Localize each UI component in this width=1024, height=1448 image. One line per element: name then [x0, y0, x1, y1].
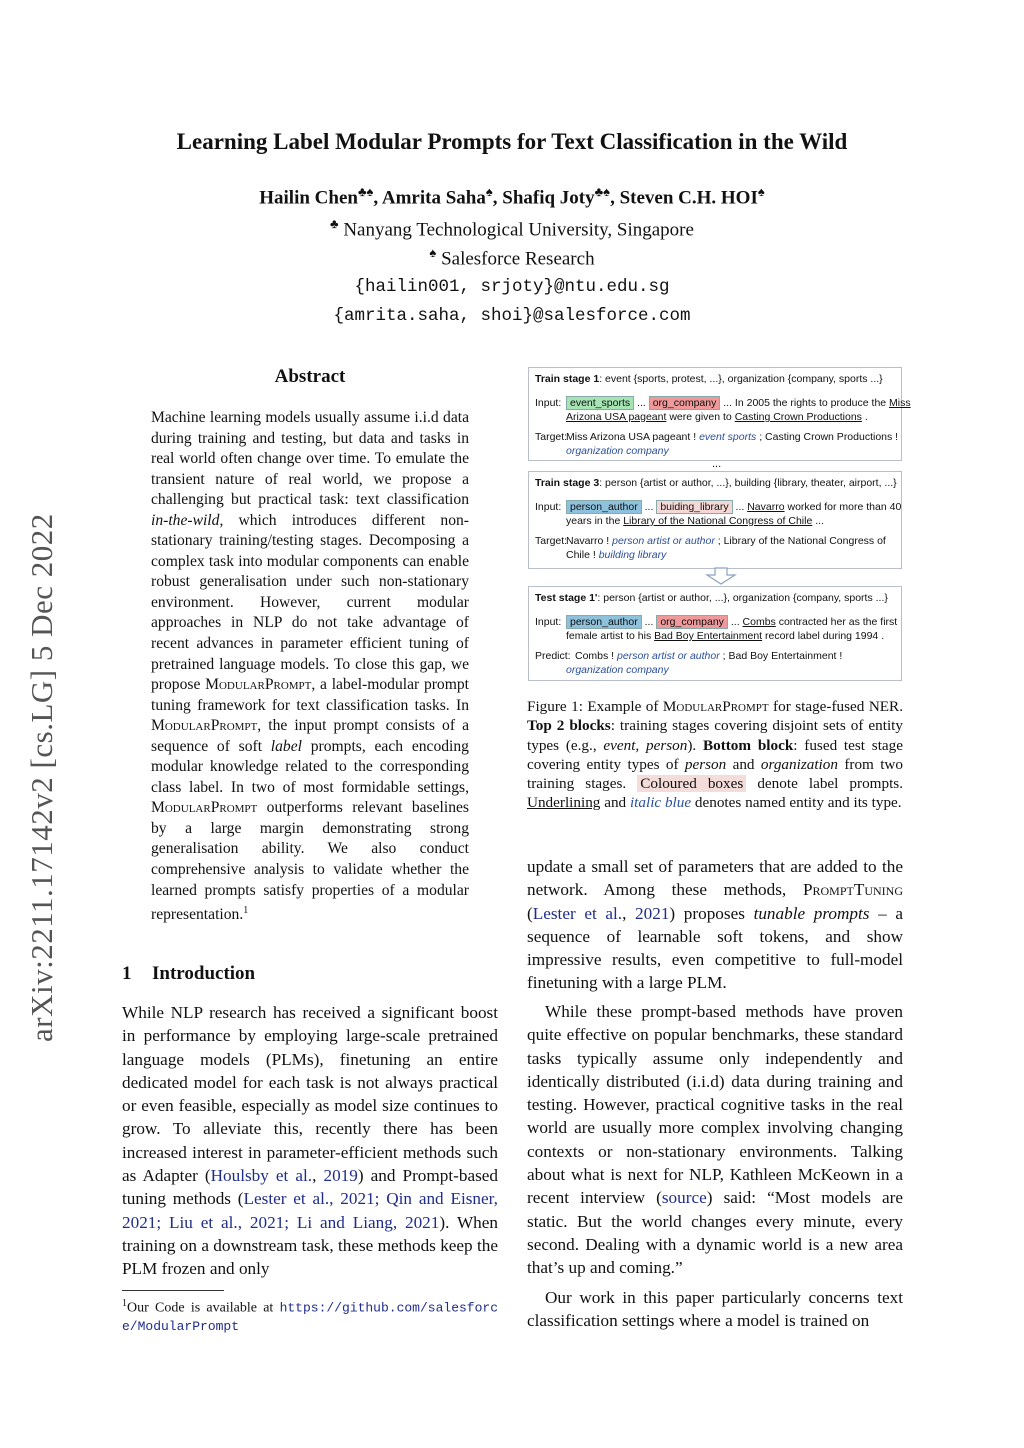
- stage-types: : person {artist or author, ...}, building {library, theater, airport, ...}: [599, 477, 897, 489]
- method-name: ModularPrompt: [205, 676, 312, 694]
- stage-ellipsis: ...: [712, 458, 722, 470]
- abstract-body: [151, 408, 469, 926]
- paragraph-text: (: [527, 903, 533, 923]
- intro-paragraph: [122, 1001, 498, 1281]
- author-name: , Steven C.H. HOI: [610, 187, 758, 209]
- figure-caption: [527, 697, 903, 813]
- input-text: worked for more than 40: [784, 501, 902, 513]
- abstract-text: , a label-modular prompt tuning framework for text classification tasks. In: [151, 676, 469, 714]
- input-text: contracted her as the first: [775, 616, 898, 628]
- target-label: Target:: [535, 535, 568, 547]
- abstract-italic: label: [270, 737, 302, 755]
- stage-types: : event {sports, protest, ...}, organization {company, sports ...}: [599, 373, 883, 385]
- paragraph-text: While these prompt-based methods have proven quite effective on popular benchmarks, these standard tasks typically assume only independently and identically distributed (i.i.d) data during training and testing. However, practical cognitive tasks in the real world are usually more complex involving changing contexts or non-stationary environments. Talking about what is next for NLP, Kathleen McKeown in a recent interview (: [527, 1002, 903, 1208]
- input-text: female artist to his: [566, 630, 655, 642]
- caption-italic: person: [684, 755, 727, 773]
- abstract-text: Machine learning models usually assume i.i.d data during training and testing, but data and tasks in real world often change over time. To emulate the transient nature of real world, we propose a challenging but practical task: text classification: [151, 409, 469, 509]
- stage-title: Test stage 1': [535, 592, 598, 604]
- caption-text: : fused test stage covering entity types of: [527, 736, 904, 773]
- caption-text: and: [600, 794, 630, 812]
- paragraph-text: ) and Prompt-based tuning methods (: [122, 1166, 498, 1209]
- caption-text: from two training stages.: [527, 755, 903, 793]
- prediction-text: Combs !: [575, 650, 618, 662]
- label-prompt-tag: buiding_library: [656, 500, 732, 514]
- method-name: ModularPrompt: [662, 698, 769, 715]
- caption-italic: event, person: [603, 736, 688, 754]
- abstract-text: outperforms relevant baselines by a large margin demonstrating strong generalisation ability. We also conduct comprehensive analysis to validate whether the learned prompts satisfy properties of a modular representation.: [151, 799, 469, 924]
- named-entity: Miss: [889, 397, 911, 409]
- code-url-link[interactable]: https://github.com/salesforce/ModularPrompt: [122, 1300, 498, 1334]
- italic-blue-sample: italic blue: [629, 794, 692, 812]
- affiliation-symbol: ♠: [757, 184, 765, 199]
- footnote-marker[interactable]: 1: [243, 905, 249, 917]
- caption-text: and: [726, 755, 761, 773]
- abstract-heading: Abstract: [274, 366, 346, 387]
- spade-symbol: ♠: [429, 245, 437, 260]
- figure-block-train-stage-3: [528, 471, 902, 569]
- ellipsis: ...: [634, 397, 649, 409]
- club-symbol: ♣: [330, 216, 339, 231]
- target-text: Miss Arizona USA pageant !: [566, 431, 700, 443]
- entity-type: building library: [598, 549, 667, 561]
- input-text: ... In 2005 the rights to produce the: [720, 397, 890, 409]
- input-text: years in the: [566, 515, 624, 527]
- intro-paragraph: [527, 1000, 903, 1280]
- abstract-text: , the input prompt consists of a sequence of soft: [151, 717, 469, 755]
- underline-sample: Underlining: [527, 794, 601, 812]
- input-text: were given to: [666, 411, 735, 423]
- abstract-text: , which introduces different non-stationary training/testing stages. Decomposing a complex task into modular components can enable robust generalisation under such non-stationary environment. However, current modular approaches in NLP do not take advantage of recent advances in parameter efficient tuning of pretrained language models. To close this gap, we propose: [151, 511, 469, 694]
- paragraph-text: update a small set of parameters that are added to the network. Among these methods,: [527, 857, 903, 900]
- section-title: Introduction: [152, 963, 256, 984]
- citation-link[interactable]: Lester et al., 2021; Qin and Eisner, 2021; Liu et al., 2021; Li and Liang, 2021: [122, 1189, 498, 1232]
- prediction-text: ; Bad Boy Entertainment !: [719, 650, 843, 662]
- affiliation-text: Nanyang Technological University, Singapore: [338, 219, 694, 241]
- method-name: ModularPrompt: [151, 799, 258, 817]
- method-name: ModularPrompt: [151, 717, 258, 735]
- target-label: Target:: [535, 431, 568, 443]
- figure-block-train-stage-1: [528, 367, 911, 461]
- ellipsis: ...: [641, 501, 657, 513]
- source-link[interactable]: source: [661, 1188, 707, 1208]
- section-heading: [122, 963, 255, 985]
- caption-text: : training stages covering disjoint sets of entity types (e.g.,: [527, 717, 903, 754]
- label-prompt-tag: person_author: [566, 500, 642, 514]
- entity-type: event sports: [699, 431, 757, 443]
- citation-link[interactable]: Lester et al.: [532, 903, 623, 923]
- stage-types: : person {artist or author, ...}, organization {company, sports ...}: [597, 592, 888, 604]
- email-salesforce: {amrita.saha, shoi}@salesforce.com: [333, 306, 691, 326]
- input-label: Input:: [535, 501, 562, 513]
- stage-title: Train stage 3: [535, 477, 600, 489]
- paragraph-text: Our work in this paper particularly concerns text classification settings where a model is trained on: [527, 1288, 903, 1331]
- label-prompt-tag: person_author: [566, 615, 642, 629]
- intro-paragraph: [527, 855, 903, 995]
- target-text: Navarro !: [566, 535, 613, 547]
- label-prompt-tag: event_sports: [566, 396, 634, 410]
- author-name: , Shafiq Joty: [492, 187, 595, 209]
- caption-text: denotes named entity and its type.: [691, 794, 902, 812]
- paragraph-italic: tunable prompts: [753, 903, 870, 923]
- entity-type: person artist or author: [612, 535, 715, 547]
- target-text: ; Casting Crown Productions !: [756, 431, 899, 443]
- caption-italic: organization: [760, 755, 838, 773]
- named-entity: Arizona USA pageant: [566, 411, 667, 423]
- input-text: record label during 1994 .: [762, 630, 885, 642]
- section-number: 1: [122, 963, 132, 984]
- paragraph-text: ,: [312, 1166, 324, 1186]
- caption-text: ).: [687, 736, 703, 754]
- predict-label: Predict:: [535, 650, 571, 662]
- input-label: Input:: [535, 397, 562, 409]
- input-text: .: [861, 411, 868, 423]
- paragraph-text: ). When training on a downstream task, these methods keep the PLM frozen and only: [122, 1212, 498, 1279]
- affiliation-symbol: ♠: [485, 184, 493, 199]
- citation-link[interactable]: 2019: [323, 1166, 358, 1186]
- caption-text: for stage-fused NER.: [768, 698, 903, 715]
- stage-title: Train stage 1: [535, 373, 600, 385]
- footnote-rule: [122, 1290, 224, 1291]
- abstract-italic: in-the-wild: [151, 511, 220, 529]
- entity-type: organization company: [566, 664, 669, 676]
- citation-link[interactable]: 2021: [635, 903, 670, 923]
- input-text: ...: [812, 515, 824, 527]
- intro-paragraph: [527, 1286, 903, 1333]
- email-ntu: {hailin001, srjoty}@ntu.edu.sg: [354, 277, 670, 297]
- affiliation-ntu: [0, 216, 1024, 241]
- input-label: Input:: [535, 616, 562, 628]
- label-prompt-tag: org_company: [656, 615, 728, 629]
- target-text: Chile !: [566, 549, 599, 561]
- method-name: PromptTuning: [802, 880, 903, 900]
- entity-type: person artist or author: [617, 650, 720, 662]
- ellipsis: ...: [732, 501, 748, 513]
- label-prompt-tag: org_company: [649, 396, 721, 410]
- affiliation-symbol: ♣♠: [594, 184, 611, 199]
- footnote: [122, 1295, 498, 1336]
- arxiv-identifier: arXiv:2211.17142v2 [cs.LG] 5 Dec 2022: [24, 513, 59, 1042]
- affiliation-text: Salesforce Research: [436, 248, 595, 270]
- named-entity: Bad Boy Entertainment: [654, 630, 763, 642]
- named-entity: Combs: [742, 616, 776, 628]
- caption-text: denote label prompts.: [746, 775, 904, 793]
- footnote-text: Our Code is available at: [127, 1300, 280, 1316]
- paragraph-text: ) proposes: [669, 903, 754, 923]
- entity-type: organization company: [566, 445, 669, 457]
- named-entity: Library of the National Congress of Chile: [623, 515, 813, 527]
- caption-bold: Top 2 blocks: [527, 717, 611, 735]
- coloured-box-sample: Coloured boxes: [637, 775, 746, 792]
- target-text: ; Library of the National Congress of: [714, 535, 886, 547]
- paragraph-text: While NLP research has received a significant boost in performance by employing large-scale pretrained language models (PLMs), finetuning an entire dedicated model for each task is not always practical or even feasible, especially as model size continues to grow. To alleviate this, recently there has been increased interest in parameter-efficient methods such as Adapter (: [122, 1003, 498, 1186]
- affiliation-symbol: ♣♠: [357, 184, 374, 199]
- citation-link[interactable]: Houlsby et al.: [210, 1166, 313, 1186]
- ellipsis: ...: [641, 616, 657, 628]
- ellipsis: ...: [727, 616, 743, 628]
- paragraph-text: – a sequence of learnable soft tokens, and show impressive results, even competitive to full-model finetuning with a large PLM.: [527, 903, 904, 993]
- named-entity: Casting Crown Productions: [734, 411, 862, 423]
- caption-text: Figure 1: Example of: [527, 698, 663, 715]
- author-list: [0, 184, 1024, 209]
- figure-block-test-stage: [528, 586, 902, 681]
- named-entity: Navarro: [747, 501, 785, 513]
- paragraph-text: ,: [622, 903, 636, 923]
- paragraph-text: ) said: “Most models are static. But the world changes every minute, every second. Dealing with a dynamic world is a new area that’s up and coming.”: [527, 1188, 903, 1278]
- author-name: Hailin Chen: [259, 187, 358, 209]
- paper-title: Learning Label Modular Prompts for Text Classification in the Wild: [176, 129, 848, 154]
- author-name: , Amrita Saha: [373, 187, 486, 209]
- abstract-text: prompts, each encoding modular knowledge related to the corresponding class label. In two of most formidable settings,: [151, 737, 469, 796]
- footnote-number: 1: [122, 1298, 127, 1309]
- down-arrow-icon: [704, 567, 738, 585]
- caption-bold: Bottom block: [702, 736, 794, 754]
- affiliation-salesforce: [0, 245, 1024, 270]
